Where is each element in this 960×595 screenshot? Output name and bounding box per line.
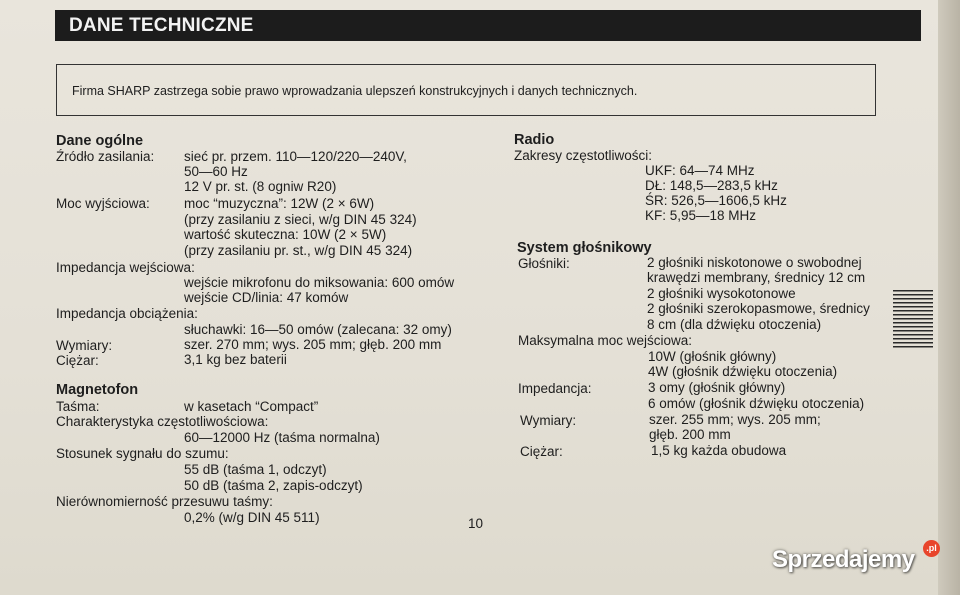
speaker-dimensions-value: głęb. 200 mm <box>649 427 731 442</box>
watermark-logo: Sprzedajemy <box>772 546 915 573</box>
speakers-label: Głośniki: <box>518 256 570 271</box>
max-input-value: 4W (głośnik dźwięku otoczenia) <box>648 364 838 379</box>
output-value: (przy zasilaniu pr. st., w/g DIN 45 324) <box>184 243 413 258</box>
impedance-value: 3 omy (głośnik główny) <box>648 380 786 395</box>
radio-heading: Radio <box>514 132 555 148</box>
page-edge <box>938 0 960 595</box>
frequency-ranges-label: Zakresy częstotliwości: <box>514 148 653 163</box>
output-value: moc “muzyczna”: 12W (2 × 6W) <box>184 196 375 211</box>
load-impedance-label: Impedancja obciążenia: <box>56 306 198 321</box>
speakers-value: 2 głośniki wysokotonowe <box>647 286 796 301</box>
band-kf: KF: 5,95—18 MHz <box>645 208 757 223</box>
impedance-label: Impedancja: <box>518 381 592 396</box>
frequency-label: Charakterystyka częstotliwościowa: <box>56 414 269 429</box>
weight-value: 3,1 kg bez baterii <box>184 352 287 367</box>
speakers-value: 2 głośniki szerokopasmowe, średnicy <box>647 301 870 316</box>
snr-value: 50 dB (taśma 2, zapis-odczyt) <box>184 478 363 493</box>
weight-label: Ciężar: <box>56 353 99 368</box>
load-impedance-value: słuchawki: 16—50 omów (zalecana: 32 omy) <box>184 322 452 337</box>
output-value: wartość skuteczna: 10W (2 × 5W) <box>184 227 387 242</box>
dimensions-label: Wymiary: <box>56 338 113 353</box>
power-value: sieć pr. przem. 110—120/220—240V, <box>184 149 407 164</box>
speakers-value: krawędzi membrany, średnicy 12 cm <box>647 270 866 285</box>
power-value: 12 V pr. st. (8 ogniw R20) <box>184 179 337 194</box>
speaker-dimensions-value: szer. 255 mm; wys. 205 mm; <box>649 412 821 427</box>
input-impedance-value: wejście CD/linia: 47 komów <box>184 290 349 305</box>
max-input-label: Maksymalna moc wejściowa: <box>518 333 693 348</box>
tape-value: w kasetach “Compact” <box>184 399 319 414</box>
input-impedance-label: Impedancja wejściowa: <box>56 260 195 275</box>
tape-heading: Magnetofon <box>56 382 139 398</box>
page-tab-marker <box>893 290 933 350</box>
band-dl: DŁ: 148,5—283,5 kHz <box>645 178 778 193</box>
dimensions-value: szer. 270 mm; wys. 205 mm; głęb. 200 mm <box>184 337 442 352</box>
impedance-value: 6 omów (głośnik dźwięku otoczenia) <box>648 396 865 411</box>
band-sr: ŚR: 526,5—1606,5 kHz <box>645 193 787 208</box>
section-title: DANE TECHNICZNE <box>55 10 921 41</box>
notice-box: Firma SHARP zastrzega sobie prawo wprowadzania ulepszeń konstrukcyjnych i danych technicznych. <box>56 64 876 116</box>
speaker-system-heading: System głośnikowy <box>517 240 652 256</box>
max-input-value: 10W (głośnik główny) <box>648 349 777 364</box>
snr-value: 55 dB (taśma 1, odczyt) <box>184 462 327 477</box>
frequency-value: 60—12000 Hz (taśma normalna) <box>184 430 380 445</box>
snr-label: Stosunek sygnału do szumu: <box>56 446 229 461</box>
speakers-value: 8 cm (dla dźwięku otoczenia) <box>647 317 822 332</box>
tape-label: Taśma: <box>56 399 100 414</box>
speaker-weight-label: Ciężar: <box>520 444 563 459</box>
speakers-value: 2 głośniki niskotonowe o swobodnej <box>647 255 862 270</box>
input-impedance-value: wejście mikrofonu do miksowania: 600 omów <box>184 275 455 290</box>
power-value: 50—60 Hz <box>184 164 248 179</box>
speaker-weight-value: 1,5 kg każda obudowa <box>651 443 787 458</box>
wow-value: 0,2% (w/g DIN 45 511) <box>184 510 320 525</box>
general-heading: Dane ogólne <box>56 133 144 149</box>
power-label: Źródło zasilania: <box>56 149 155 164</box>
watermark-badge: .pl <box>923 540 940 557</box>
output-value: (przy zasilaniu z sieci, w/g DIN 45 324) <box>184 212 417 227</box>
output-label: Moc wyjściowa: <box>56 196 150 211</box>
speaker-dimensions-label: Wymiary: <box>520 413 577 428</box>
band-ukf: UKF: 64—74 MHz <box>645 163 755 178</box>
wow-label: Nierównomierność przesuwu taśmy: <box>56 494 273 509</box>
page-number: 10 <box>468 516 484 531</box>
